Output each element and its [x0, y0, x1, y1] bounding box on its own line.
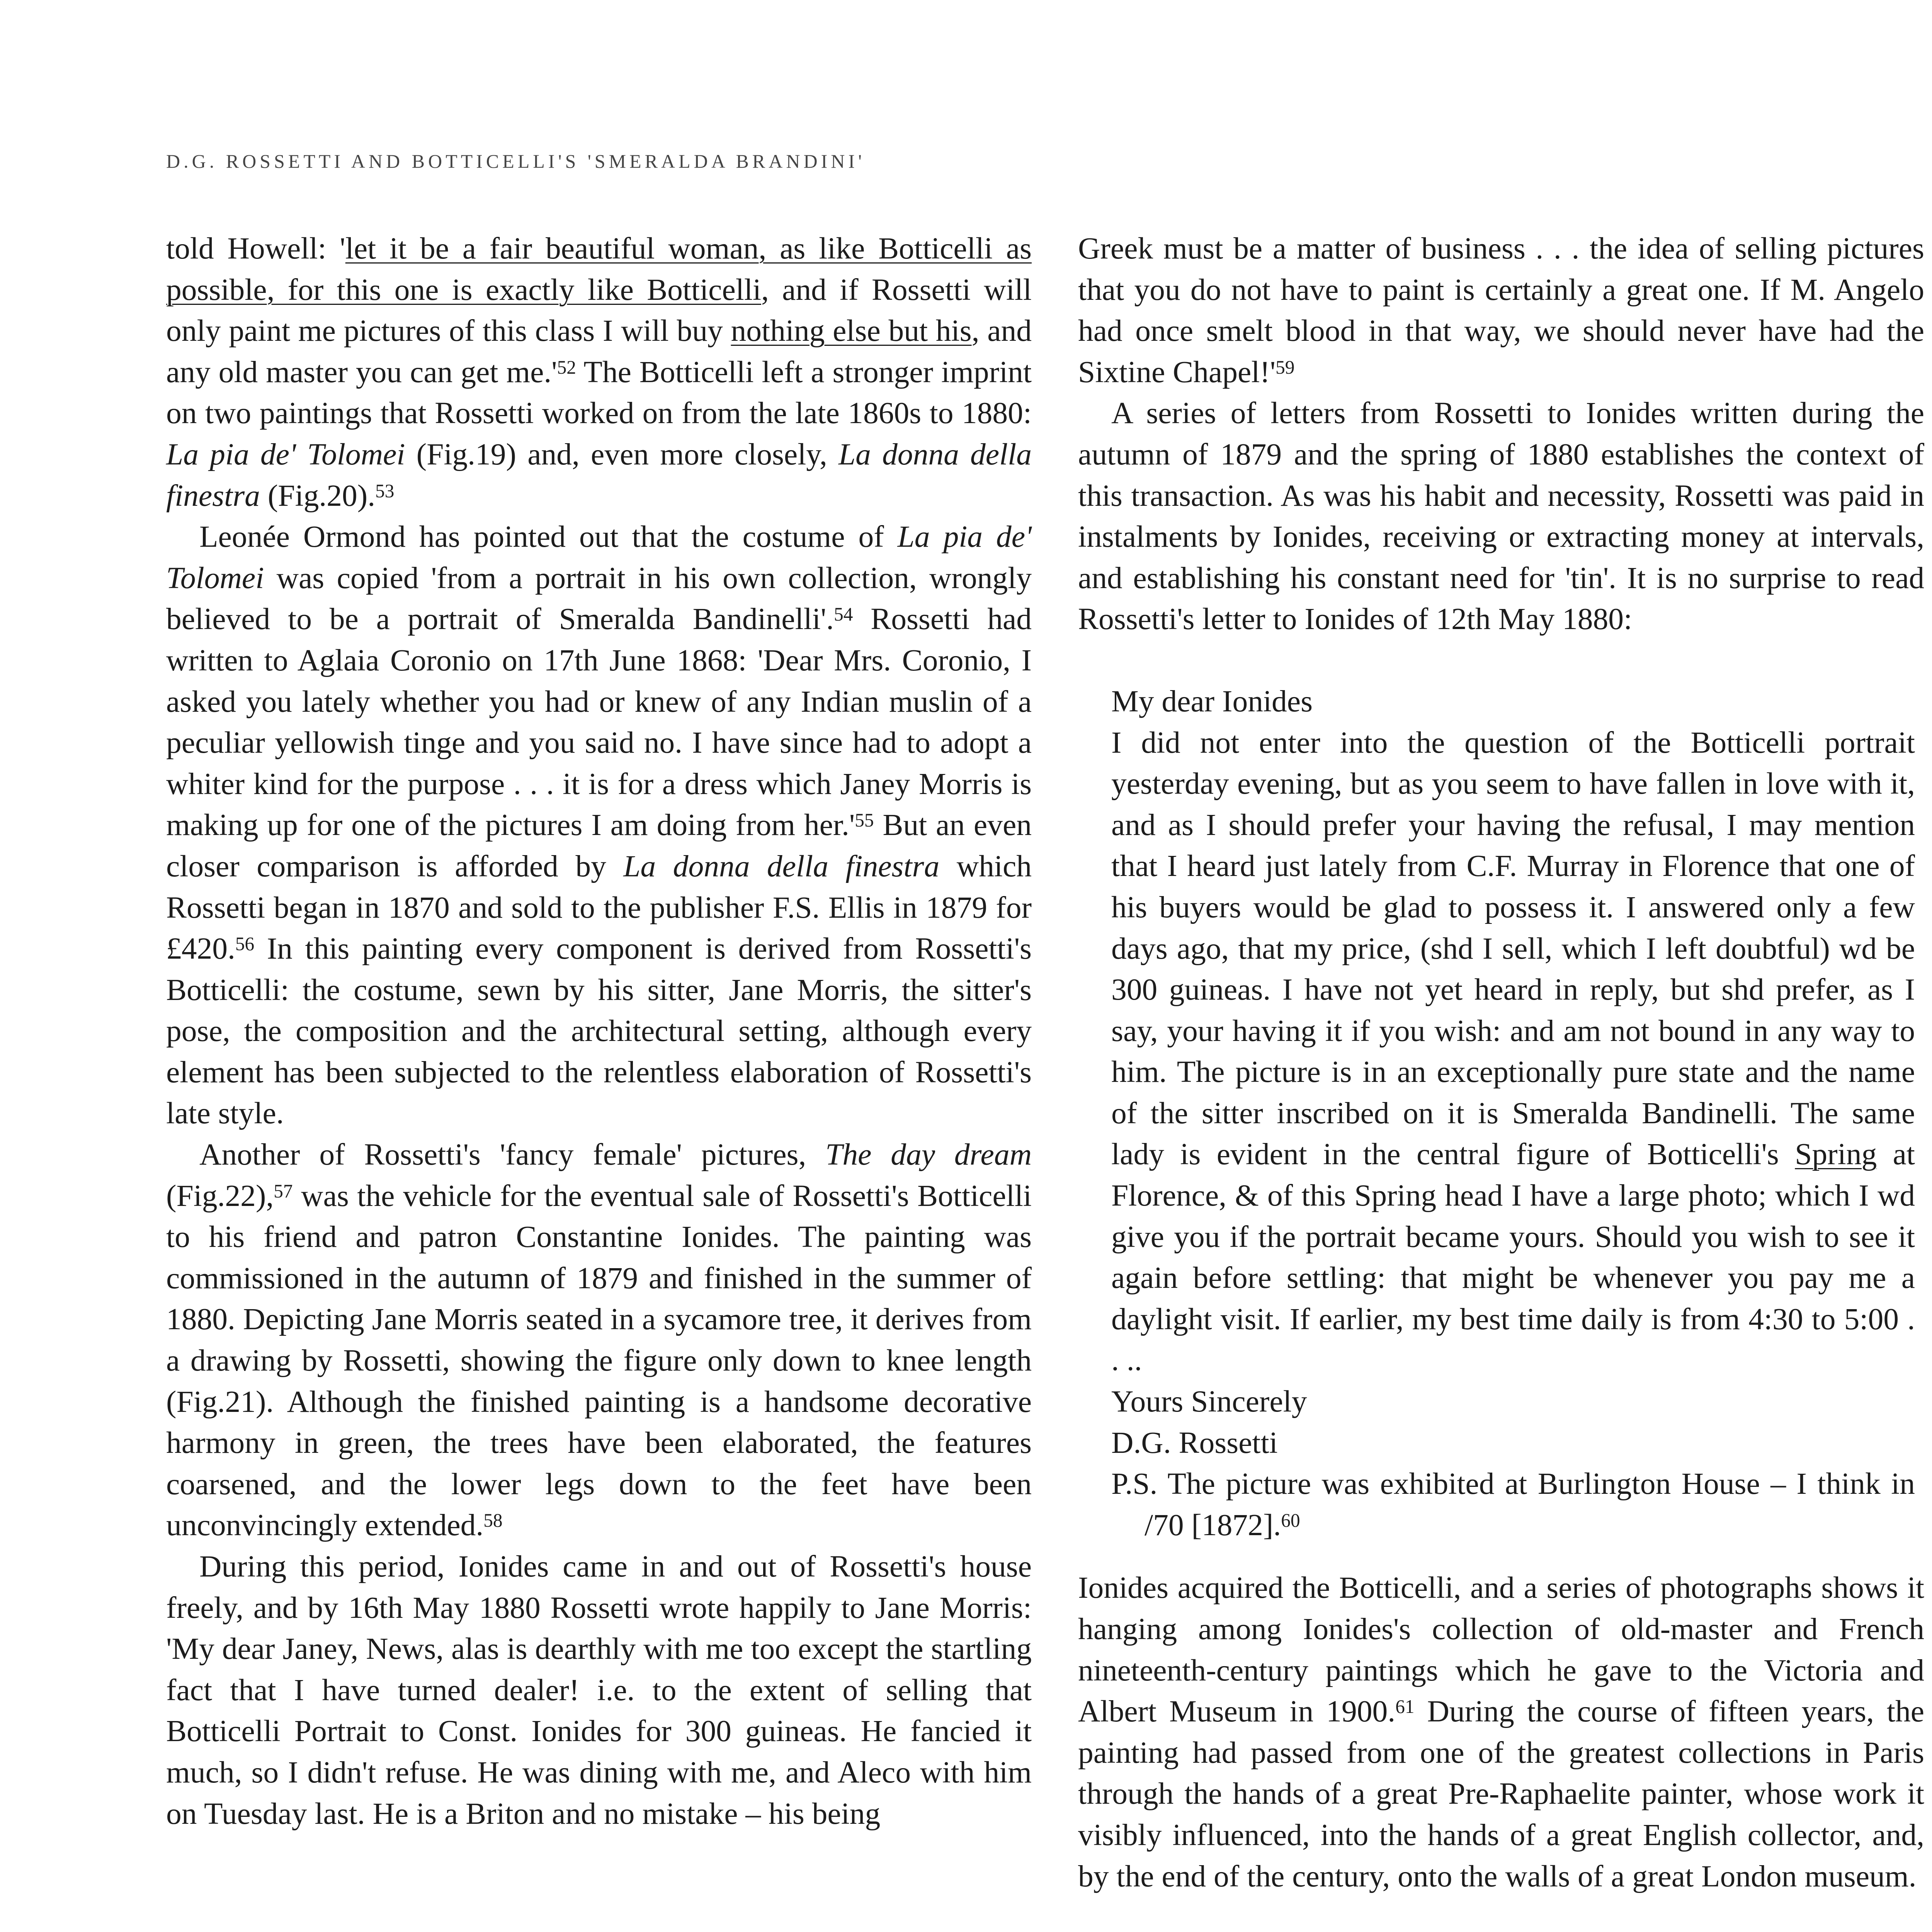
painting-title: La pia de' Tolomei: [166, 520, 1032, 595]
letter-body: [1111, 722, 1915, 1381]
painting-title: La donna della finestra: [623, 849, 940, 883]
quoted-letter: [1111, 681, 1915, 1546]
text-run: But an even closer comparison is afforded by: [166, 808, 1032, 883]
letter-signature: D.G. Rossetti: [1111, 1425, 1278, 1460]
text-run: In this painting every component is derived from Rossetti's Botticelli: the costume, sewn by his sitter, Jane Morris, the sitter's pose, the composition and the architectural setting, although every element has been subjected to the relentless elaboration of Rossetti's late style.: [166, 932, 1032, 1131]
paragraph: During this period, Ionides came in and out of Rossetti's house freely, and by 16th May 1880 Rossetti wrote happily to Jane Morris: 'My dear Janey, News, alas is dearthly with me too except the startling fact that I have turned dealer! i.e. to the extent of selling that Botticelli Portrait to Const. Ionides for 300 guineas. He fancied it much, so I didn't refuse. He was dining with me, and Aleco with him on Tuesday last. He is a Briton and no mistake – his being: [166, 1549, 1032, 1831]
text-run: (Fig.20).: [260, 478, 376, 513]
note-ref: 54: [834, 604, 853, 625]
text-run: I did not enter into the question of the Botticelli portrait yesterday evening, but as you seem to have fallen in love with it, and as I should prefer your having the refusal, I may mention that I heard just lately from C.F. Murray in Florence that one of his buyers would be glad to possess it. I answered only a few days ago, that my price, (shd I sell, which I left doubtful) wd be 300 guineas. I have not yet heard in reply, but shd prefer, as I say, your having it if you wish: and am not bound in any way to him. The picture is in an exceptionally pure state and the name of the sitter inscribed on it is Smeralda Bandinelli. The same lady is evident in the central figure of Botticelli's: [1111, 725, 1915, 1172]
text-run: told Howell: ': [166, 231, 345, 265]
paragraph: [1078, 228, 1924, 393]
running-head: D.G. ROSSETTI AND BOTTICELLI'S 'SMERALDA BRANDINI': [166, 150, 865, 172]
body-column-left: [166, 228, 1032, 1834]
paragraph: A series of letters from Rossetti to Ionides written during the autumn of 1879 and the spring of 1880 establishes the context of this transaction. As was his habit and necessity, Rossetti was paid in instalments by Ionides, receiving or extracting money at intervals, and establishing his constant need for 'tin'. It is no surprise to read Rossetti's letter to Ionides of 12th May 1880:: [1078, 396, 1924, 636]
painting-title: The day dream: [825, 1138, 1032, 1172]
text-run: Greek must be a matter of business . . . the idea of selling pictures that you do not have to paint is certainly a great one. If M. Angelo had once smelt blood in that way, we should never have had the Sixtine Chapel!': [1078, 231, 1924, 389]
note-ref: 53: [375, 480, 395, 502]
text-run: was the vehicle for the eventual sale of Rossetti's Botticelli to his friend and patron Constantine Ionides. The painting was commissioned in the autumn of 1879 and finished in the summer of 1880. Depicting Jane Morris seated in a sycamore tree, it derives from a drawing by Rossetti, showing the figure only down to knee length (Fig.21). Although the finished painting is a handsome decorative harmony in green, the trees have been elaborated, the features coarsened, and the lower legs down to the feet have been unconvincingly extended.: [166, 1179, 1032, 1543]
note-ref: 56: [235, 933, 255, 954]
text-run: Ionides acquired the Botticelli, and a series of photographs shows it hanging among Ionides's collection of old-master and French nineteenth-century paintings which he gave to the Victoria and Albert Museum in 1900.: [1078, 1571, 1924, 1729]
underlined-word: Spring: [1795, 1137, 1877, 1172]
text-run: Another of Rossetti's 'fancy female' pictures,: [199, 1138, 826, 1172]
painting-title: La pia de' Tolomei: [166, 437, 405, 471]
underlined-quote: let it be a fair beautiful woman, as like Botticelli as possible, for this one is exactly like Botticelli: [166, 231, 1032, 307]
paragraph: [166, 1134, 1032, 1546]
letter-salutation: My dear Ionides: [1111, 684, 1313, 718]
text-run: Rossetti had written to Aglaia Coronio on 17th June 1868: 'Dear Mrs. Coronio, I asked you lately whether you had or knew of any Indian muslin of a peculiar yellowish tinge and you said no. I have since had to adopt a whiter kind for the purpose . . . it is for a dress which Janey Morris is making up for one of the pictures I am doing from her.': [166, 602, 1032, 842]
text-run: Leonée Ormond has pointed out that the costume of: [199, 520, 898, 554]
text-run: (Fig.19) and, even more closely,: [405, 437, 838, 471]
note-ref: 59: [1276, 356, 1295, 378]
text-run: P.S. The picture was exhibited at Burlington House – I think in /70 [1872].: [1111, 1467, 1915, 1542]
text-run: was copied 'from a portrait in his own collection, wrongly believed to be a portrait of Smeralda Bandinelli'.: [166, 561, 1032, 636]
note-ref: 61: [1395, 1696, 1415, 1718]
text-run: , and any old master you can get me.': [166, 314, 1032, 389]
note-ref: 60: [1281, 1509, 1300, 1531]
text-run: which Rossetti began in 1870 and sold to the publisher F.S. Ellis in 1879 for £420.: [166, 849, 1032, 966]
text-run: (Fig.22),: [166, 1179, 274, 1213]
text-run: at Florence, & of this Spring head I have a large photo; which I wd give you if the portrait became yours. Should you wish to see it again before settling: that might be whenever you pay me a daylight visit. If earlier, my best time daily is from 4:30 to 5:00 . . ..: [1111, 1137, 1915, 1378]
text-run: , and if Rossetti will only paint me pictures of this class I will buy: [166, 272, 1032, 348]
letter-closing: Yours Sincerely: [1111, 1384, 1307, 1419]
note-ref: 52: [557, 356, 576, 378]
paragraph: [166, 228, 1032, 516]
note-ref: 57: [274, 1180, 293, 1202]
text-run: The Botticelli left a stronger imprint on two paintings that Rossetti worked on from the late 1860s to 1880:: [166, 355, 1032, 430]
paragraph: [1078, 1567, 1924, 1897]
body-column-right: [1078, 228, 1924, 1897]
letter-postscript: [1111, 1463, 1915, 1546]
note-ref: 58: [483, 1510, 503, 1531]
painting-title: La donna della finestra: [166, 437, 1032, 513]
paragraph: [166, 516, 1032, 1134]
note-ref: 55: [855, 810, 874, 831]
underlined-quote: nothing else but his: [731, 314, 972, 348]
text-run: During the course of fifteen years, the painting had passed from one of the greatest collections in Paris through the hands of a great Pre-Raphaelite painter, whose work it visibly influenced, into the hands of a great English collector, and, by the end of the century, onto the walls of a great London museum.: [1078, 1694, 1924, 1893]
